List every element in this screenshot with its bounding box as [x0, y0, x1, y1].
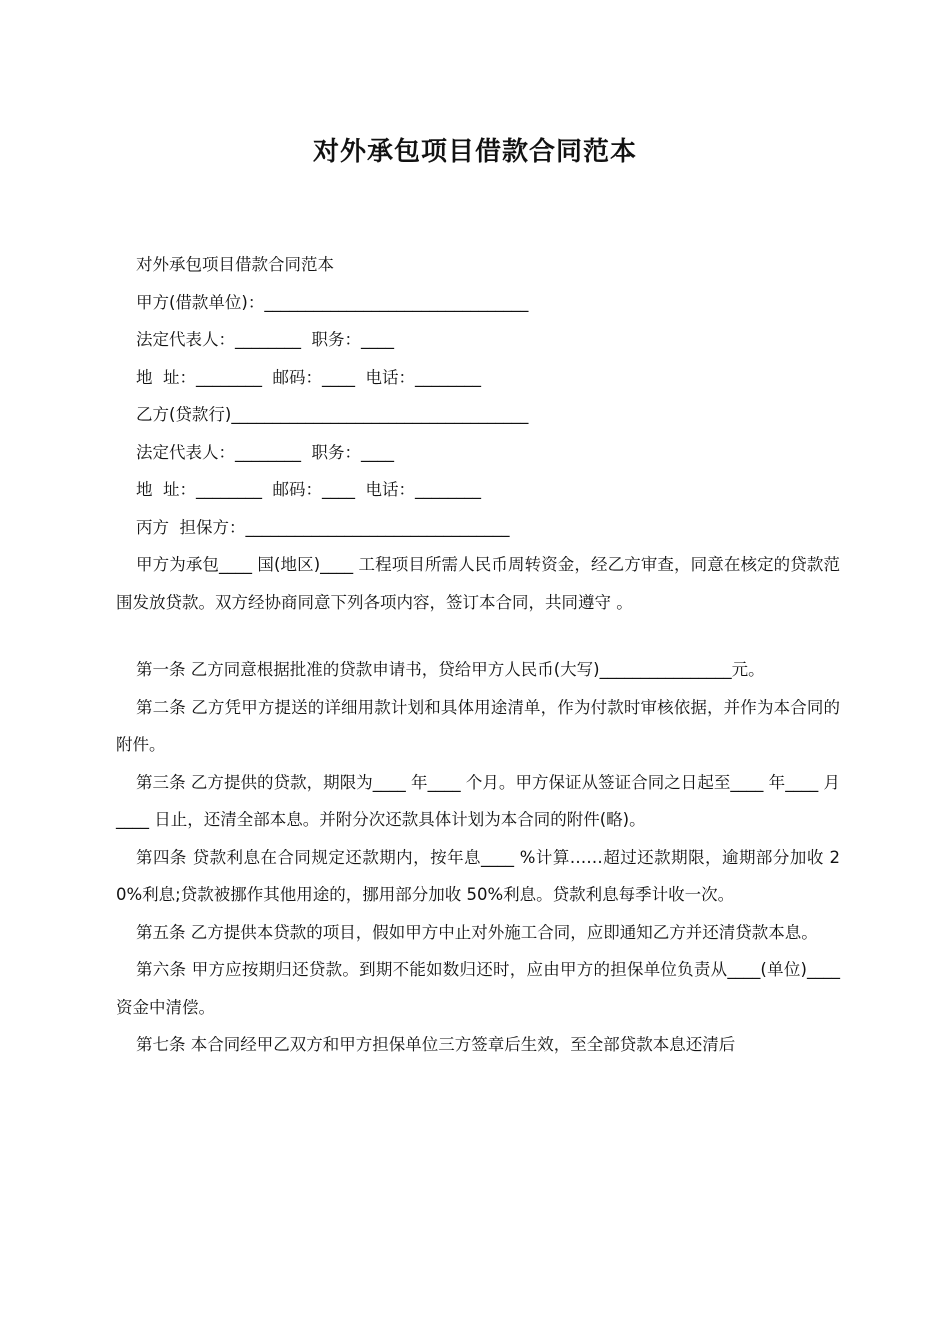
- party-a-line: 甲方(借款单位)：________________________________: [136, 292, 529, 312]
- subtitle-line: 对外承包项目借款合同范本: [136, 255, 334, 274]
- preamble-paragraph: 甲方为承包____ 国(地区)____ 工程项目所需人民币周转资金，经乙方审查，同意在核定的贷款范围发放贷款。双方经协商同意下列各项内容，签订本合同，共同遵守 。: [116, 555, 840, 612]
- party-b-line: 乙方(贷款行)____________________________________: [136, 405, 529, 424]
- article-6: 第六条 甲方应按期归还贷款。到期不能如数归还时，应由甲方的担保单位负责从____(单位)____ 资金中清偿。: [116, 960, 840, 1017]
- party-a-address-line: 地 址：________ 邮码：____ 电话：________: [136, 367, 481, 387]
- article-1: 第一条 乙方同意根据批准的贷款申请书，贷给甲方人民币(大写)________________元。: [136, 660, 765, 679]
- party-a-representative-line: 法定代表人：________ 职务：____: [136, 330, 394, 349]
- article-7: 第七条 本合同经甲乙双方和甲方担保单位三方签章后生效，至全部贷款本息还清后: [136, 1035, 736, 1054]
- article-3: 第三条 乙方提供的贷款，期限为____ 年____ 个月。甲方保证从签证合同之日起至____ 年____ 月____ 日止，还清全部本息。并附分次还款具体计划为本合同的附件(略)。: [116, 772, 840, 829]
- paragraph-spacer: [116, 621, 840, 651]
- document-title: 对外承包项目借款合同范本: [312, 137, 637, 167]
- party-b-address-line: 地 址：________ 邮码：____ 电话：________: [136, 480, 481, 499]
- document-body: [116, 246, 840, 1064]
- article-5: 第五条 乙方提供本贷款的项目，假如甲方中止对外施工合同，应即通知乙方并还清贷款本息。: [136, 922, 818, 942]
- article-4: 第四条 贷款利息在合同规定还款期内，按年息____ %计算……超过还款期限，逾期部分加收 20%利息;贷款被挪作其他用途的，挪用部分加收 50%利息。贷款利息每季计收一次。: [116, 847, 840, 904]
- article-2: 第二条 乙方凭甲方提送的详细用款计划和具体用途清单，作为付款时审核依据，并作为本合同的附件。: [116, 697, 840, 754]
- party-b-representative-line: 法定代表人：________ 职务：____: [136, 442, 394, 462]
- party-c-guarantor-line: 丙方 担保方：________________________________: [136, 517, 510, 537]
